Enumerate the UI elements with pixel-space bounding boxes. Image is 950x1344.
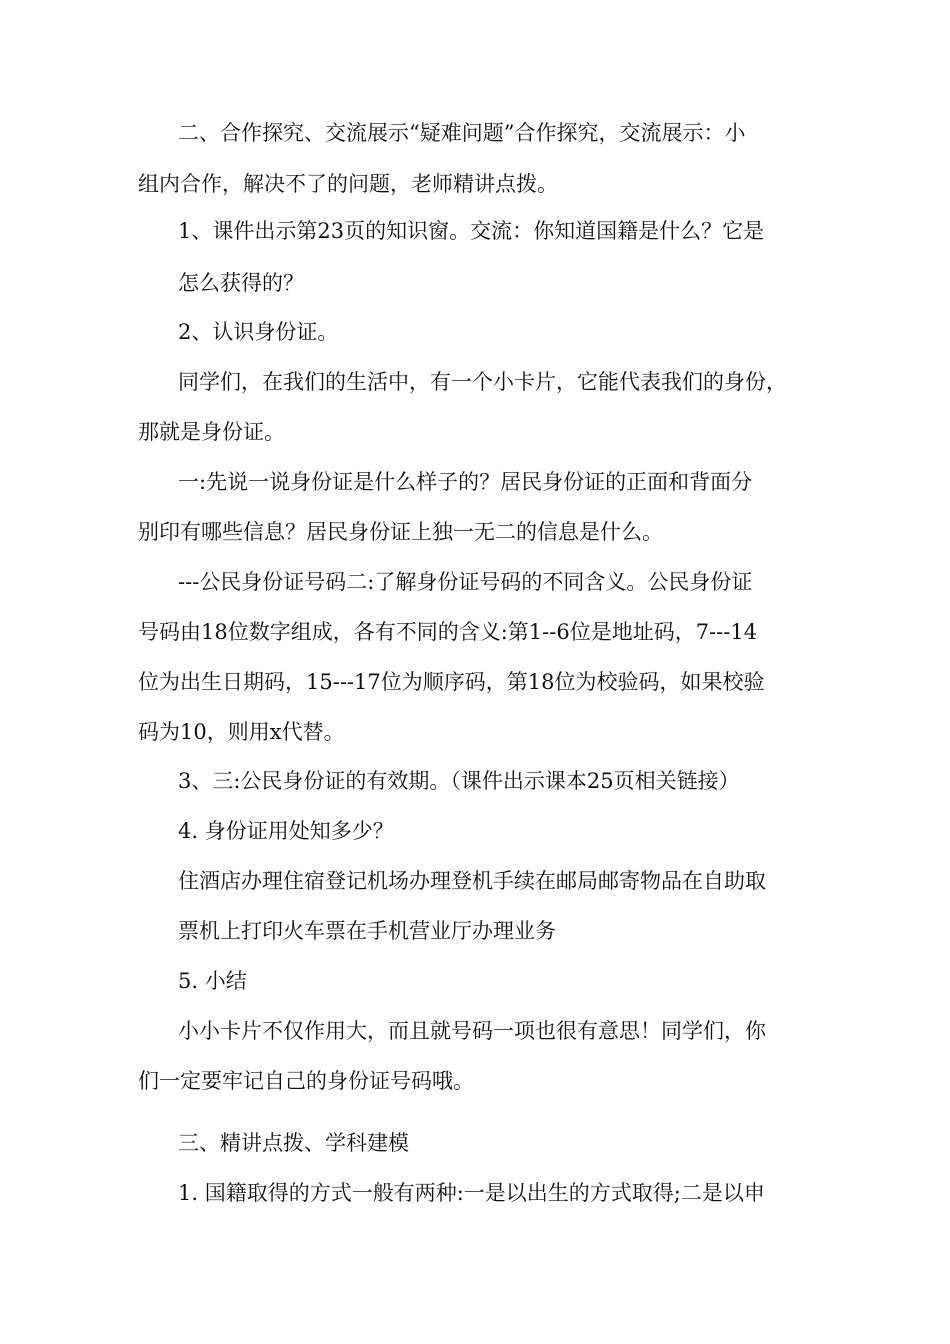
section-heading: 三、精讲点拨、学科建模 [178,1131,409,1155]
paragraph-line: 1、课件出示第23页的知识窗。交流：你知道国籍是什么？它是 [178,219,765,243]
paragraph-line: 小小卡片不仅作用大，而且就号码一项也很有意思！同学们，你 [178,1019,766,1043]
paragraph-line: 怎么获得的？ [178,271,304,295]
paragraph-line: 别印有哪些信息？居民身份证上独一无二的信息是什么。 [138,520,663,544]
paragraph-line: 4. 身份证用处知多少？ [178,819,394,843]
paragraph-line: 5. 小结 [178,969,247,993]
paragraph-line: 码为10，则用x代替。 [138,720,345,744]
paragraph-line: 住酒店办理住宿登记机场办理登机手续在邮局邮寄物品在自助取 [178,869,766,893]
paragraph-line: 2、认识身份证。 [178,320,339,344]
paragraph-line: 1. 国籍取得的方式一般有两种:一是以出生的方式取得;二是以申 [178,1181,765,1205]
paragraph-line: 二、合作探究、交流展示“疑难问题”合作探究，交流展示：小 [178,121,746,145]
paragraph-line: 票机上打印火车票在手机营业厅办理业务 [178,919,556,943]
paragraph-line: 位为出生日期码，15---17位为顺序码，第18位为校验码，如果校验 [138,670,765,694]
paragraph-line: 组内合作，解决不了的问题，老师精讲点拨。 [138,172,558,196]
paragraph-line: ---公民身份证号码二:了解身份证号码的不同含义。公民身份证 [178,570,753,594]
paragraph-line: 同学们，在我们的生活中，有一个小卡片，它能代表我们的身份， [178,370,787,394]
paragraph-line: 号码由18位数字组成，各有不同的含义:第1--6位是地址码，7---14 [138,620,758,644]
paragraph-line: 一:先说一说身份证是什么样子的？居民身份证的正面和背面分 [178,470,753,494]
paragraph-line: 3、三:公民身份证的有效期。（课件出示课本25页相关链接） [178,769,740,793]
paragraph-line: 们一定要牢记自己的身份证号码哦。 [138,1069,474,1093]
paragraph-line: 那就是身份证。 [138,420,285,444]
